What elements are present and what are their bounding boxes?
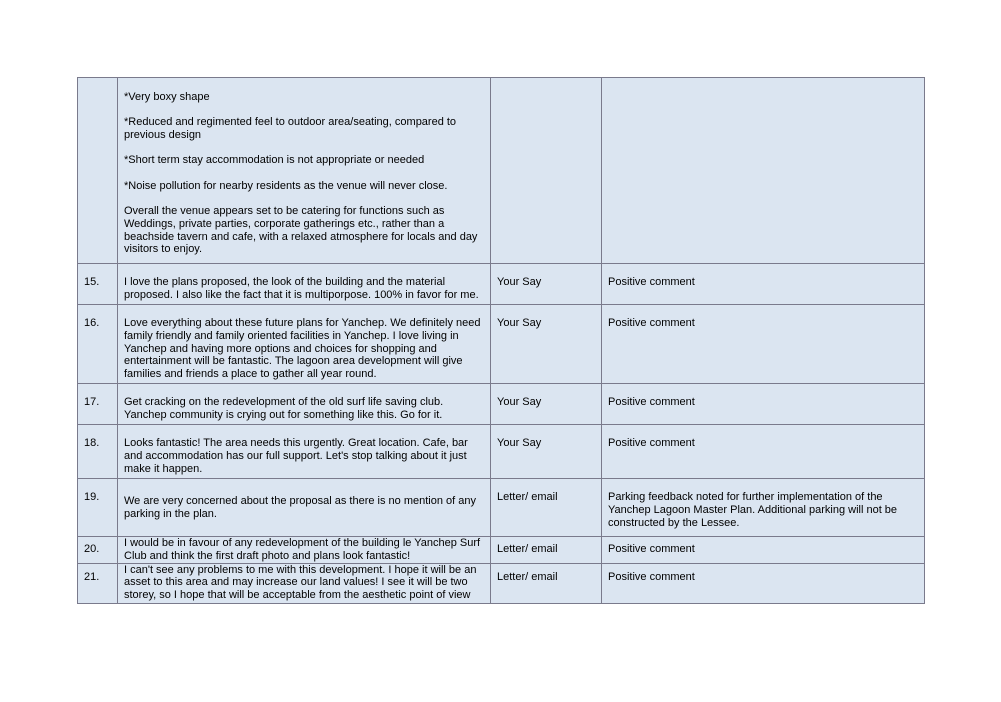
- row-response: Positive comment: [602, 563, 925, 603]
- comment-paragraph: I love the plans proposed, the look of the building and the material proposed. I also like the fact that it is multiporpose. 100% in favor for me.: [124, 276, 479, 301]
- row-response: Positive comment: [602, 537, 925, 564]
- row-source: Letter/ email: [491, 479, 602, 537]
- row-source: Your Say: [491, 305, 602, 384]
- row-number: 21.: [78, 563, 118, 603]
- row-response: Positive comment: [602, 264, 925, 305]
- comment-paragraph: We are very concerned about the proposal as there is no mention of any parking in the plan.: [124, 495, 477, 520]
- comment-paragraph: I would be in favour of any redevelopment of the building le Yanchep Surf Club and think the first draft photo and plans look fantastic!: [124, 537, 481, 562]
- comment-paragraph: Looks fantastic! The area needs this urgently. Great location. Cafe, bar and accommodation has our full support. Let's stop talking about it just make it happen.: [124, 437, 468, 475]
- row-response: [602, 78, 925, 264]
- comment-paragraph: *Noise pollution for nearby residents as the venue will never close.: [124, 179, 448, 192]
- row-number: 17.: [78, 384, 118, 425]
- row-comment: [118, 479, 491, 537]
- table-row: [78, 537, 925, 564]
- table-row: [78, 264, 925, 305]
- row-number: 19.: [78, 479, 118, 537]
- comment-paragraph: *Very boxy shape: [124, 91, 210, 103]
- row-number: 20.: [78, 537, 118, 564]
- table-row: [78, 425, 925, 479]
- comment-paragraph: Overall the venue appears set to be catering for functions such as Weddings, private parties, corporate gatherings etc., rather than a beachside tavern and cafe, with a relaxed atmosphere for locals and day visitors to enjoy.: [124, 204, 478, 256]
- row-comment: [118, 305, 491, 384]
- comment-paragraph: *Short term stay accommodation is not appropriate or needed: [124, 154, 425, 167]
- row-source: Letter/ email: [491, 537, 602, 564]
- row-response: Positive comment: [602, 305, 925, 384]
- row-source: [491, 78, 602, 264]
- table-row: [78, 563, 925, 603]
- row-response: Parking feedback noted for further implementation of the Yanchep Lagoon Master Plan. Additional parking will not be constructed by the Lessee.: [602, 479, 925, 537]
- row-comment: [118, 563, 491, 603]
- table-row: [78, 479, 925, 537]
- table-row: [78, 78, 925, 264]
- row-comment: [118, 78, 491, 264]
- row-response: Positive comment: [602, 425, 925, 479]
- row-number: 16.: [78, 305, 118, 384]
- row-comment: [118, 384, 491, 425]
- row-number: [78, 78, 118, 264]
- row-comment: [118, 264, 491, 305]
- row-comment: [118, 425, 491, 479]
- row-number: 15.: [78, 264, 118, 305]
- row-source: Letter/ email: [491, 563, 602, 603]
- row-number: 18.: [78, 425, 118, 479]
- table-row: [78, 384, 925, 425]
- comment-paragraph: I can't see any problems to me with this development. I hope it will be an asset to this area and may increase our land values! I see it will be two storey, so I hope that will be acceptable from the aesthetic point of view: [124, 563, 477, 602]
- row-source: Your Say: [491, 264, 602, 305]
- row-response: Positive comment: [602, 384, 925, 425]
- row-source: Your Say: [491, 425, 602, 479]
- submissions-table: [77, 77, 925, 604]
- row-source: Your Say: [491, 384, 602, 425]
- comment-paragraph: *Reduced and regimented feel to outdoor area/seating, compared to previous design: [124, 116, 457, 142]
- comment-paragraph: Love everything about these future plans for Yanchep. We definitely need family friendly and family oriented facilities in Yanchep. I love living in Yanchep and having more options and choices for shopping and entertainment will be fantastic. The lagoon area development will give families and friends a place to gather all year round.: [124, 317, 481, 381]
- table-row: [78, 305, 925, 384]
- comment-paragraph: Get cracking on the redevelopment of the old surf life saving club. Yanchep community is crying out for something like this. Go for it.: [124, 396, 444, 421]
- row-comment: [118, 537, 491, 564]
